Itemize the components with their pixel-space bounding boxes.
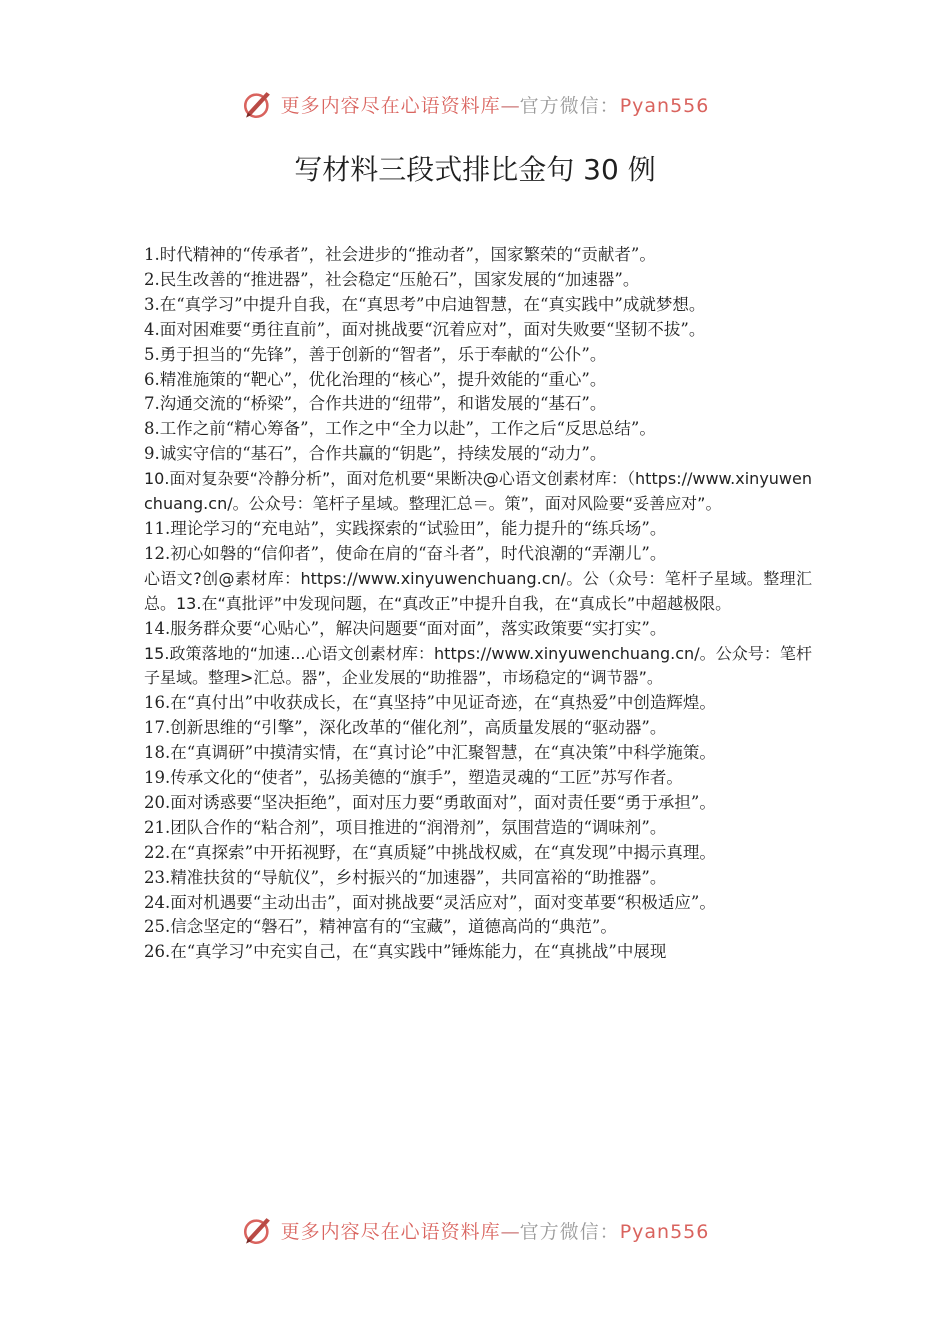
list-item: 22.在“真探索”中开拓视野，在“真质疑”中挑战权威，在“真发现”中揭示真理。 (144, 842, 716, 862)
list-item: 11.理论学习的“充电站”，实践探索的“试验田”，能力提升的“练兵场”。 (144, 518, 667, 538)
list-item: 3.在“真学习”中提升自我，在“真思考”中启迪智慧，在“真实践中”成就梦想。 (144, 294, 706, 314)
list-item: 1.时代精神的“传承者”，社会进步的“推动者”，国家繁荣的“贡献者”。 (144, 245, 656, 264)
list-item: 21.团队合作的“粘合剂”，项目推进的“润滑剂”，氛围营造的“调味剂”。 (144, 817, 667, 837)
list-item: 12.初心如磐的“信仰者”，使命在肩的“奋斗者”，时代浪潮的“弄潮儿”。 (144, 543, 667, 563)
list-item: 24.面对机遇要“主动出击”，面对挑战要“灵活应对”，面对变革要“积极适应”。 (144, 892, 716, 912)
pen-logo-icon (241, 87, 275, 121)
header-banner (0, 84, 950, 124)
list-item: 17.创新思维的“引擎”，深化改革的“催化剂”，高质量发展的“驱动器”。 (144, 718, 667, 738)
list-item: 7.沟通交流的“桥梁”，合作共进的“纽带”，和谐发展的“基石”。 (144, 394, 607, 414)
list-item: 5.勇于担当的“先锋”，善于创新的“智者”，乐于奉献的“公仆”。 (144, 344, 607, 364)
pen-logo-icon (241, 1213, 275, 1247)
list-item: 16.在“真付出”中收获成长，在“真坚持”中见证奇迹，在“真热爱”中创造辉煌。 (144, 693, 716, 713)
list-item: 20.面对诱惑要“坚决拒绝”，面对压力要“勇敢面对”，面对责任要“勇于承担”。 (144, 792, 716, 812)
list-item: 19.传承文化的“使者”，弘扬美德的“旗手”，塑造灵魂的“工匠”苏写作者。 (144, 768, 683, 788)
list-item: 2.民生改善的“推进器”，社会稳定“压舱石”，国家发展的“加速器”。 (144, 269, 640, 289)
banner-text: 更多内容尽在心语资料库—官方微信：Pyan556 (280, 1220, 710, 1243)
document-body (144, 243, 812, 965)
page-title: 写材料三段式排比金句 30 例 (294, 153, 656, 186)
list-item: 心语文?创@素材库：https://www.xinyuwenchuang.cn/。公（众号：笔杆子星域。整理汇总。13.在“真批评”中发现问题，在“真改正”中提升自我，在“真成长”中超越极限。 (144, 568, 812, 613)
list-item: 8.工作之前“精心筹备”，工作之中“全力以赴”，工作之后“反思总结”。 (144, 419, 656, 439)
list-item: 9.诚实守信的“基石”，合作共赢的“钥匙”，持续发展的“动力”。 (144, 444, 607, 464)
list-item: 23.精准扶贫的“导航仪”，乡村振兴的“加速器”，共同富裕的“助推器”。 (144, 867, 667, 887)
list-item: 10.面对复杂要“冷静分析”，面对危机要“果断决@心语文创素材库：（https://www.xinyuwenchuang.cn/。公众号：笔杆子星域。整理汇总＝。策”，面对风险要“妥善应对”。 (144, 469, 812, 514)
list-item: 15.政策落地的“加速...心语文创素材库：https://www.xinyuwenchuang.cn/。公众号：笔杆子星域。整理>汇总。器”，企业发展的“助推器”，市场稳定的“调节器”。 (144, 643, 812, 688)
list-item: 26.在“真学习”中充实自己，在“真实践中”锤炼能力，在“真挑战”中展现 (144, 942, 667, 962)
banner-text: 更多内容尽在心语资料库—官方微信：Pyan556 (280, 94, 710, 117)
footer-banner (0, 1210, 950, 1250)
list-item: 18.在“真调研”中摸清实情，在“真讨论”中汇聚智慧，在“真决策”中科学施策。 (144, 743, 716, 763)
list-item: 14.服务群众要“心贴心”，解决问题要“面对面”，落实政策要“实打实”。 (144, 618, 667, 638)
list-item: 25.信念坚定的“磐石”，精神富有的“宝藏”，道德高尚的“典范”。 (144, 917, 617, 937)
list-item: 6.精准施策的“靶心”，优化治理的“核心”，提升效能的“重心”。 (144, 369, 607, 389)
list-item: 4.面对困难要“勇往直前”，面对挑战要“沉着应对”，面对失败要“坚韧不拔”。 (144, 319, 706, 339)
